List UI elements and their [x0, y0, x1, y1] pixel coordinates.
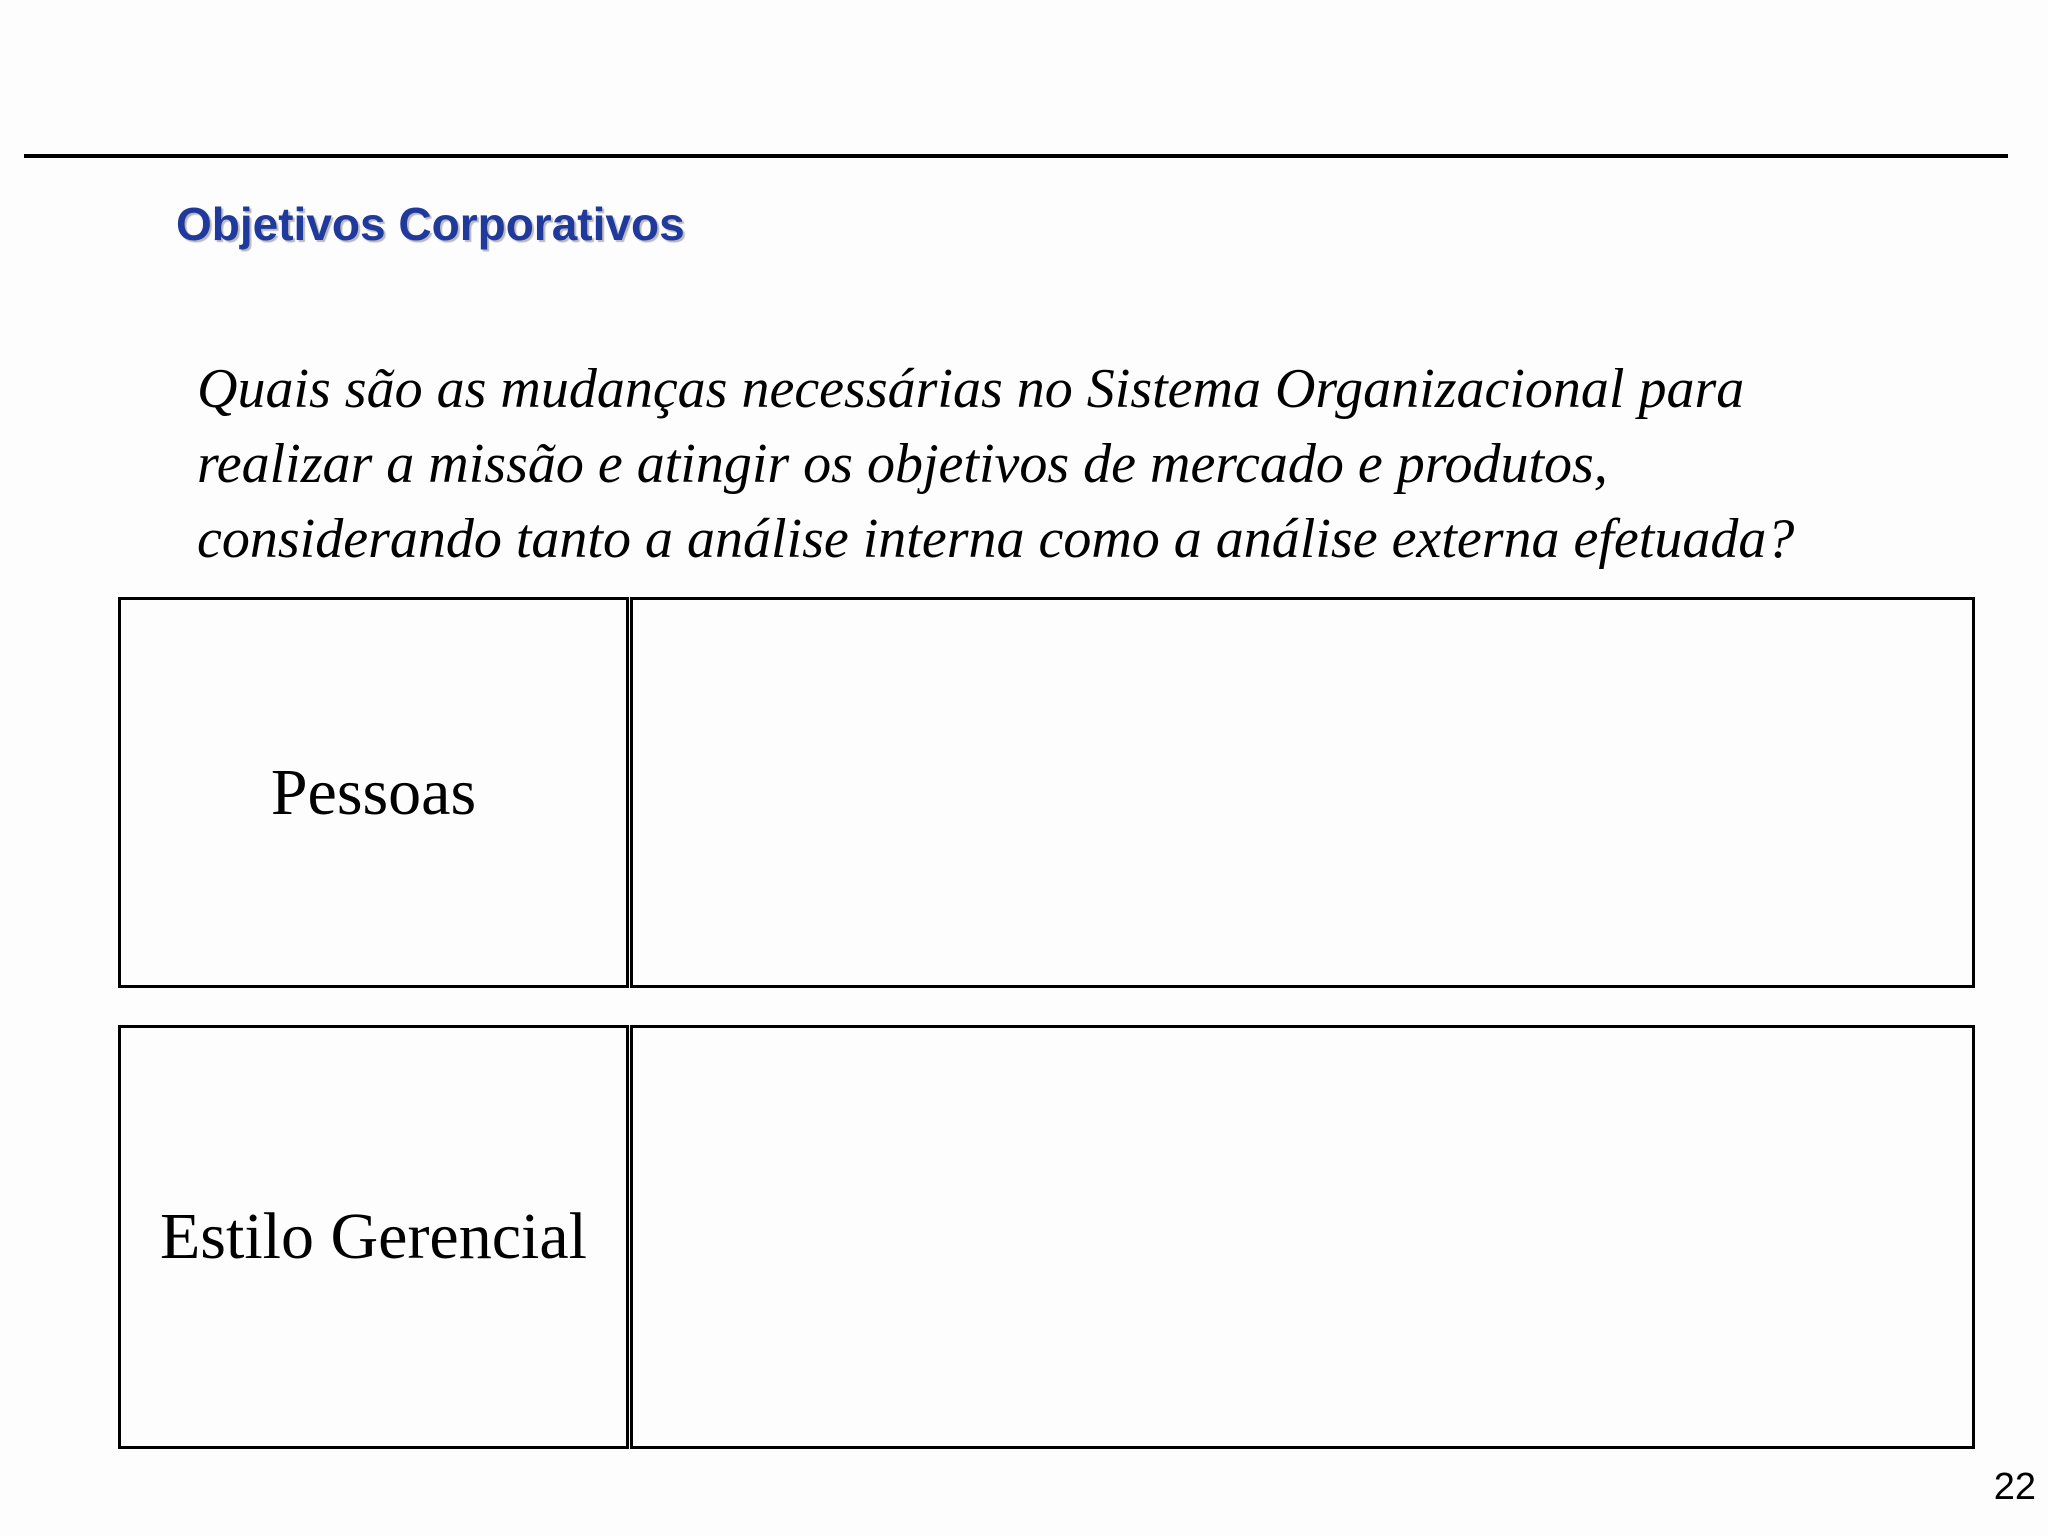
page-number: 22	[1993, 1466, 2036, 1508]
section-title: Objetivos Corporativos	[176, 198, 685, 250]
row-label-estilo-gerencial: Estilo Gerencial	[118, 1025, 629, 1449]
question-line: realizar a missão e atingir os objetivos de mercado e produtos,	[197, 433, 1608, 495]
question-text	[197, 352, 2007, 577]
row-content-pessoas	[630, 597, 1975, 988]
question-line: Quais são as mudanças necessárias no Sistema Organizacional para	[197, 358, 1745, 420]
header-divider	[24, 154, 2008, 158]
row-label-pessoas: Pessoas	[118, 597, 629, 988]
question-line: considerando tanto a análise interna como a análise externa efetuada?	[197, 508, 1795, 570]
row-content-estilo-gerencial	[630, 1025, 1975, 1449]
